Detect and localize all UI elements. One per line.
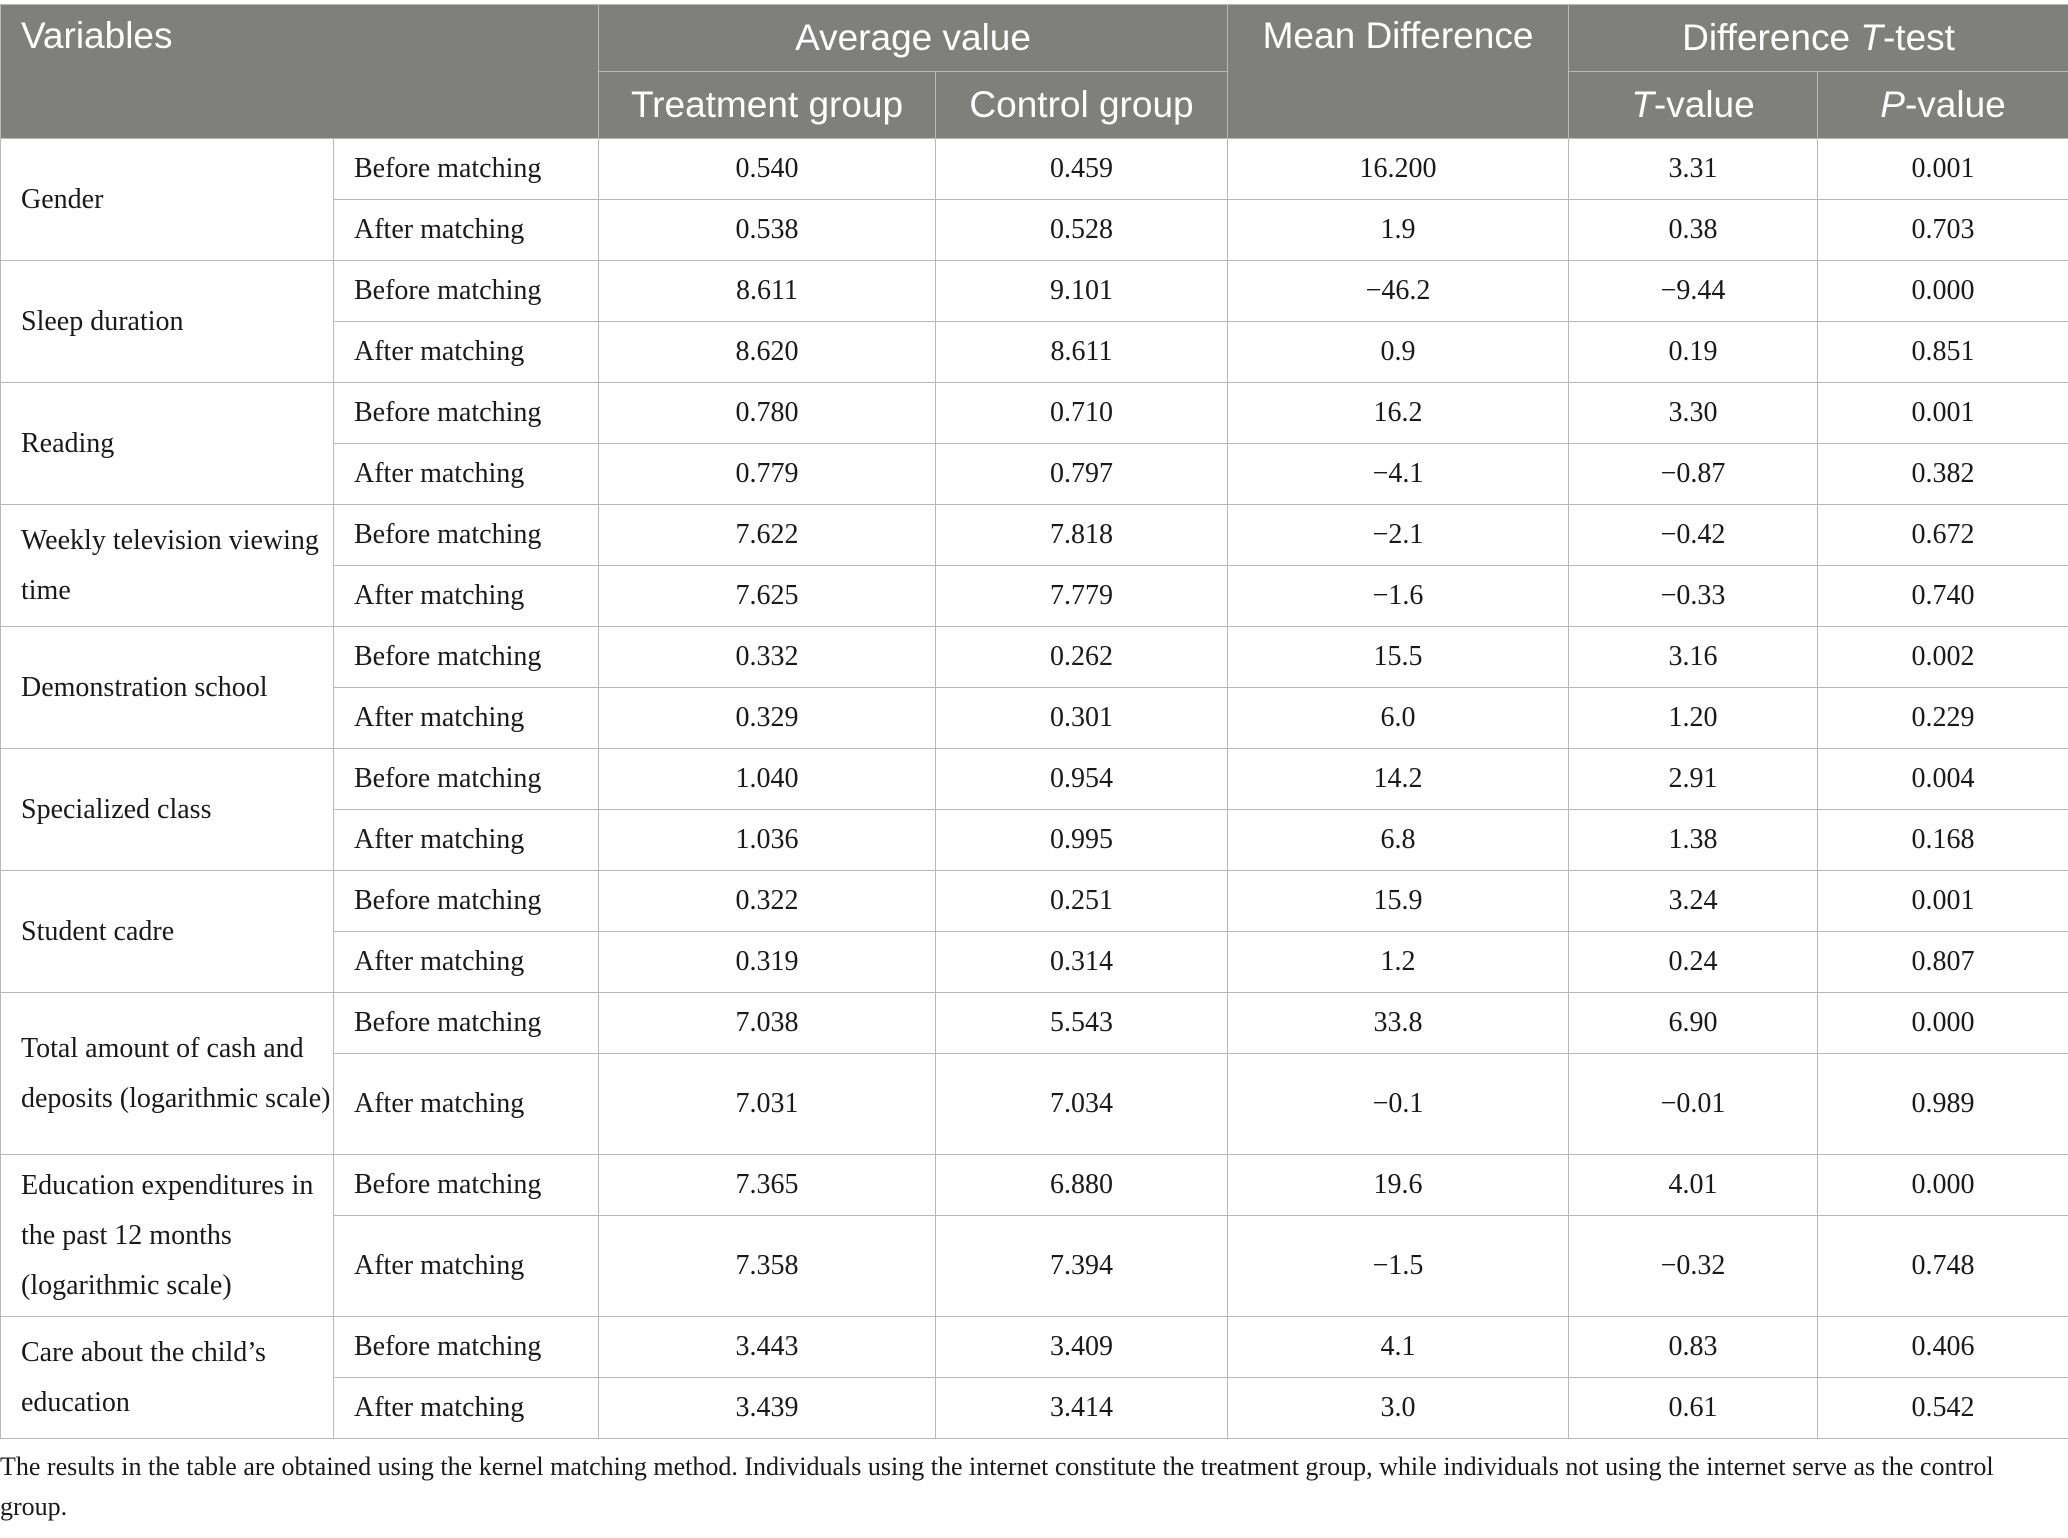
treatment-value-cell: 0.540 xyxy=(599,139,936,200)
t-value-cell: 0.19 xyxy=(1569,322,1818,383)
matching-stage-cell: After matching xyxy=(334,1378,599,1439)
mean-difference-cell: −2.1 xyxy=(1228,505,1569,566)
header-t-value-label: T-value xyxy=(1631,84,1755,125)
table-row xyxy=(1,383,2068,444)
matching-stage-cell: Before matching xyxy=(334,383,599,444)
t-value-cell: 6.90 xyxy=(1569,993,1818,1054)
mean-difference-cell: 15.9 xyxy=(1228,871,1569,932)
matching-stage-cell: After matching xyxy=(334,322,599,383)
treatment-value-cell: 7.365 xyxy=(599,1155,936,1216)
table-row xyxy=(1,261,2068,322)
header-variables: Variables xyxy=(1,5,599,139)
mean-difference-cell: 0.9 xyxy=(1228,322,1569,383)
header-average-value: Average value xyxy=(599,5,1228,72)
p-value-cell: 0.229 xyxy=(1818,688,2068,749)
mean-difference-cell: −4.1 xyxy=(1228,444,1569,505)
control-value-cell: 0.995 xyxy=(936,810,1228,871)
control-value-cell: 8.611 xyxy=(936,322,1228,383)
t-value-cell: 4.01 xyxy=(1569,1155,1818,1216)
table-row xyxy=(1,1155,2068,1216)
control-value-cell: 0.262 xyxy=(936,627,1228,688)
table-body xyxy=(1,139,2068,1439)
control-value-cell: 0.251 xyxy=(936,871,1228,932)
t-value-cell: 3.30 xyxy=(1569,383,1818,444)
p-value-cell: 0.382 xyxy=(1818,444,2068,505)
control-value-cell: 0.797 xyxy=(936,444,1228,505)
p-value-cell: 0.851 xyxy=(1818,322,2068,383)
p-value-cell: 0.000 xyxy=(1818,261,2068,322)
header-difference-ttest-label: Difference T-test xyxy=(1682,17,1955,58)
variable-name-cell: Weekly television viewing time xyxy=(1,505,334,627)
t-value-cell: −0.33 xyxy=(1569,566,1818,627)
matching-stage-cell: After matching xyxy=(334,688,599,749)
header-p-value-label: P-value xyxy=(1880,84,2006,125)
mean-difference-cell: 1.9 xyxy=(1228,200,1569,261)
psm-balance-table xyxy=(0,4,2068,1439)
control-value-cell: 7.034 xyxy=(936,1054,1228,1155)
mean-difference-cell: 16.200 xyxy=(1228,139,1569,200)
table-row xyxy=(1,871,2068,932)
t-value-cell: 1.38 xyxy=(1569,810,1818,871)
header-t-value xyxy=(1569,72,1818,139)
treatment-value-cell: 0.319 xyxy=(599,932,936,993)
treatment-value-cell: 0.329 xyxy=(599,688,936,749)
treatment-value-cell: 0.322 xyxy=(599,871,936,932)
table-row xyxy=(1,139,2068,200)
control-value-cell: 3.409 xyxy=(936,1317,1228,1378)
p-value-cell: 0.002 xyxy=(1818,627,2068,688)
p-value-cell: 0.406 xyxy=(1818,1317,2068,1378)
treatment-value-cell: 3.439 xyxy=(599,1378,936,1439)
table-header xyxy=(1,5,2068,139)
matching-stage-cell: After matching xyxy=(334,200,599,261)
control-value-cell: 7.779 xyxy=(936,566,1228,627)
matching-stage-cell: Before matching xyxy=(334,871,599,932)
treatment-value-cell: 8.620 xyxy=(599,322,936,383)
table-row xyxy=(1,993,2068,1054)
treatment-value-cell: 1.040 xyxy=(599,749,936,810)
p-value-cell: 0.807 xyxy=(1818,932,2068,993)
variable-name-cell: Total amount of cash and deposits (logarithmic scale) xyxy=(1,993,334,1155)
header-difference-ttest xyxy=(1569,5,2068,72)
treatment-value-cell: 0.332 xyxy=(599,627,936,688)
control-value-cell: 0.314 xyxy=(936,932,1228,993)
matching-stage-cell: Before matching xyxy=(334,261,599,322)
variable-name-cell: Gender xyxy=(1,139,334,261)
mean-difference-cell: 19.6 xyxy=(1228,1155,1569,1216)
p-value-cell: 0.000 xyxy=(1818,993,2068,1054)
mean-difference-cell: 3.0 xyxy=(1228,1378,1569,1439)
treatment-value-cell: 7.358 xyxy=(599,1216,936,1317)
t-value-cell: 0.38 xyxy=(1569,200,1818,261)
treatment-value-cell: 3.443 xyxy=(599,1317,936,1378)
t-value-cell: 3.31 xyxy=(1569,139,1818,200)
variable-name-cell: Specialized class xyxy=(1,749,334,871)
variable-name-cell: Demonstration school xyxy=(1,627,334,749)
p-value-cell: 0.168 xyxy=(1818,810,2068,871)
table-note: The results in the table are obtained using the kernel matching method. Individuals using the internet constitute the treatment group, while individuals not using the internet serve as the control group. xyxy=(0,1452,1994,1521)
p-value-cell: 0.001 xyxy=(1818,139,2068,200)
matching-stage-cell: Before matching xyxy=(334,1155,599,1216)
mean-difference-cell: −0.1 xyxy=(1228,1054,1569,1155)
t-value-cell: 2.91 xyxy=(1569,749,1818,810)
treatment-value-cell: 0.538 xyxy=(599,200,936,261)
matching-stage-cell: After matching xyxy=(334,932,599,993)
mean-difference-cell: 15.5 xyxy=(1228,627,1569,688)
matching-stage-cell: Before matching xyxy=(334,139,599,200)
control-value-cell: 5.543 xyxy=(936,993,1228,1054)
header-mean-difference: Mean Difference xyxy=(1228,5,1569,139)
matching-stage-cell: Before matching xyxy=(334,505,599,566)
mean-difference-cell: 14.2 xyxy=(1228,749,1569,810)
matching-stage-cell: After matching xyxy=(334,444,599,505)
treatment-value-cell: 1.036 xyxy=(599,810,936,871)
t-value-cell: −0.87 xyxy=(1569,444,1818,505)
treatment-value-cell: 7.625 xyxy=(599,566,936,627)
t-value-cell: 0.61 xyxy=(1569,1378,1818,1439)
treatment-value-cell: 7.038 xyxy=(599,993,936,1054)
mean-difference-cell: 4.1 xyxy=(1228,1317,1569,1378)
matching-stage-cell: Before matching xyxy=(334,1317,599,1378)
t-value-cell: −9.44 xyxy=(1569,261,1818,322)
control-value-cell: 9.101 xyxy=(936,261,1228,322)
matching-stage-cell: After matching xyxy=(334,810,599,871)
variable-name-cell: Sleep duration xyxy=(1,261,334,383)
mean-difference-cell: −46.2 xyxy=(1228,261,1569,322)
p-value-cell: 0.989 xyxy=(1818,1054,2068,1155)
header-control-group: Control group xyxy=(936,72,1228,139)
mean-difference-cell: 1.2 xyxy=(1228,932,1569,993)
variable-name-cell: Student cadre xyxy=(1,871,334,993)
p-value-cell: 0.703 xyxy=(1818,200,2068,261)
control-value-cell: 0.301 xyxy=(936,688,1228,749)
mean-difference-cell: −1.6 xyxy=(1228,566,1569,627)
control-value-cell: 0.459 xyxy=(936,139,1228,200)
control-value-cell: 0.954 xyxy=(936,749,1228,810)
variable-name-cell: Care about the child’s education xyxy=(1,1317,334,1439)
t-value-cell: −0.42 xyxy=(1569,505,1818,566)
mean-difference-cell: −1.5 xyxy=(1228,1216,1569,1317)
p-value-cell: 0.740 xyxy=(1818,566,2068,627)
matching-stage-cell: After matching xyxy=(334,566,599,627)
t-value-cell: −0.01 xyxy=(1569,1054,1818,1155)
table-row xyxy=(1,505,2068,566)
header-p-value xyxy=(1818,72,2068,139)
p-value-cell: 0.542 xyxy=(1818,1378,2068,1439)
control-value-cell: 0.528 xyxy=(936,200,1228,261)
t-value-cell: 0.83 xyxy=(1569,1317,1818,1378)
treatment-value-cell: 7.031 xyxy=(599,1054,936,1155)
t-value-cell: 1.20 xyxy=(1569,688,1818,749)
matching-stage-cell: Before matching xyxy=(334,993,599,1054)
t-value-cell: 0.24 xyxy=(1569,932,1818,993)
treatment-value-cell: 0.779 xyxy=(599,444,936,505)
p-value-cell: 0.001 xyxy=(1818,383,2068,444)
mean-difference-cell: 33.8 xyxy=(1228,993,1569,1054)
p-value-cell: 0.001 xyxy=(1818,871,2068,932)
mean-difference-cell: 6.8 xyxy=(1228,810,1569,871)
table-row xyxy=(1,749,2068,810)
control-value-cell: 3.414 xyxy=(936,1378,1228,1439)
mean-difference-cell: 16.2 xyxy=(1228,383,1569,444)
matching-stage-cell: After matching xyxy=(334,1054,599,1155)
table-row xyxy=(1,1317,2068,1378)
control-value-cell: 0.710 xyxy=(936,383,1228,444)
p-value-cell: 0.004 xyxy=(1818,749,2068,810)
header-treatment-group: Treatment group xyxy=(599,72,936,139)
t-value-cell: 3.16 xyxy=(1569,627,1818,688)
treatment-value-cell: 7.622 xyxy=(599,505,936,566)
matching-stage-cell: After matching xyxy=(334,1216,599,1317)
control-value-cell: 7.818 xyxy=(936,505,1228,566)
treatment-value-cell: 0.780 xyxy=(599,383,936,444)
p-value-cell: 0.672 xyxy=(1818,505,2068,566)
variable-name-cell: Education expenditures in the past 12 months (logarithmic scale) xyxy=(1,1155,334,1317)
p-value-cell: 0.748 xyxy=(1818,1216,2068,1317)
mean-difference-cell: 6.0 xyxy=(1228,688,1569,749)
matching-stage-cell: Before matching xyxy=(334,749,599,810)
matching-stage-cell: Before matching xyxy=(334,627,599,688)
treatment-value-cell: 8.611 xyxy=(599,261,936,322)
table-row xyxy=(1,627,2068,688)
control-value-cell: 6.880 xyxy=(936,1155,1228,1216)
control-value-cell: 7.394 xyxy=(936,1216,1228,1317)
p-value-cell: 0.000 xyxy=(1818,1155,2068,1216)
t-value-cell: 3.24 xyxy=(1569,871,1818,932)
table-container xyxy=(0,4,2068,1527)
t-value-cell: −0.32 xyxy=(1569,1216,1818,1317)
variable-name-cell: Reading xyxy=(1,383,334,505)
